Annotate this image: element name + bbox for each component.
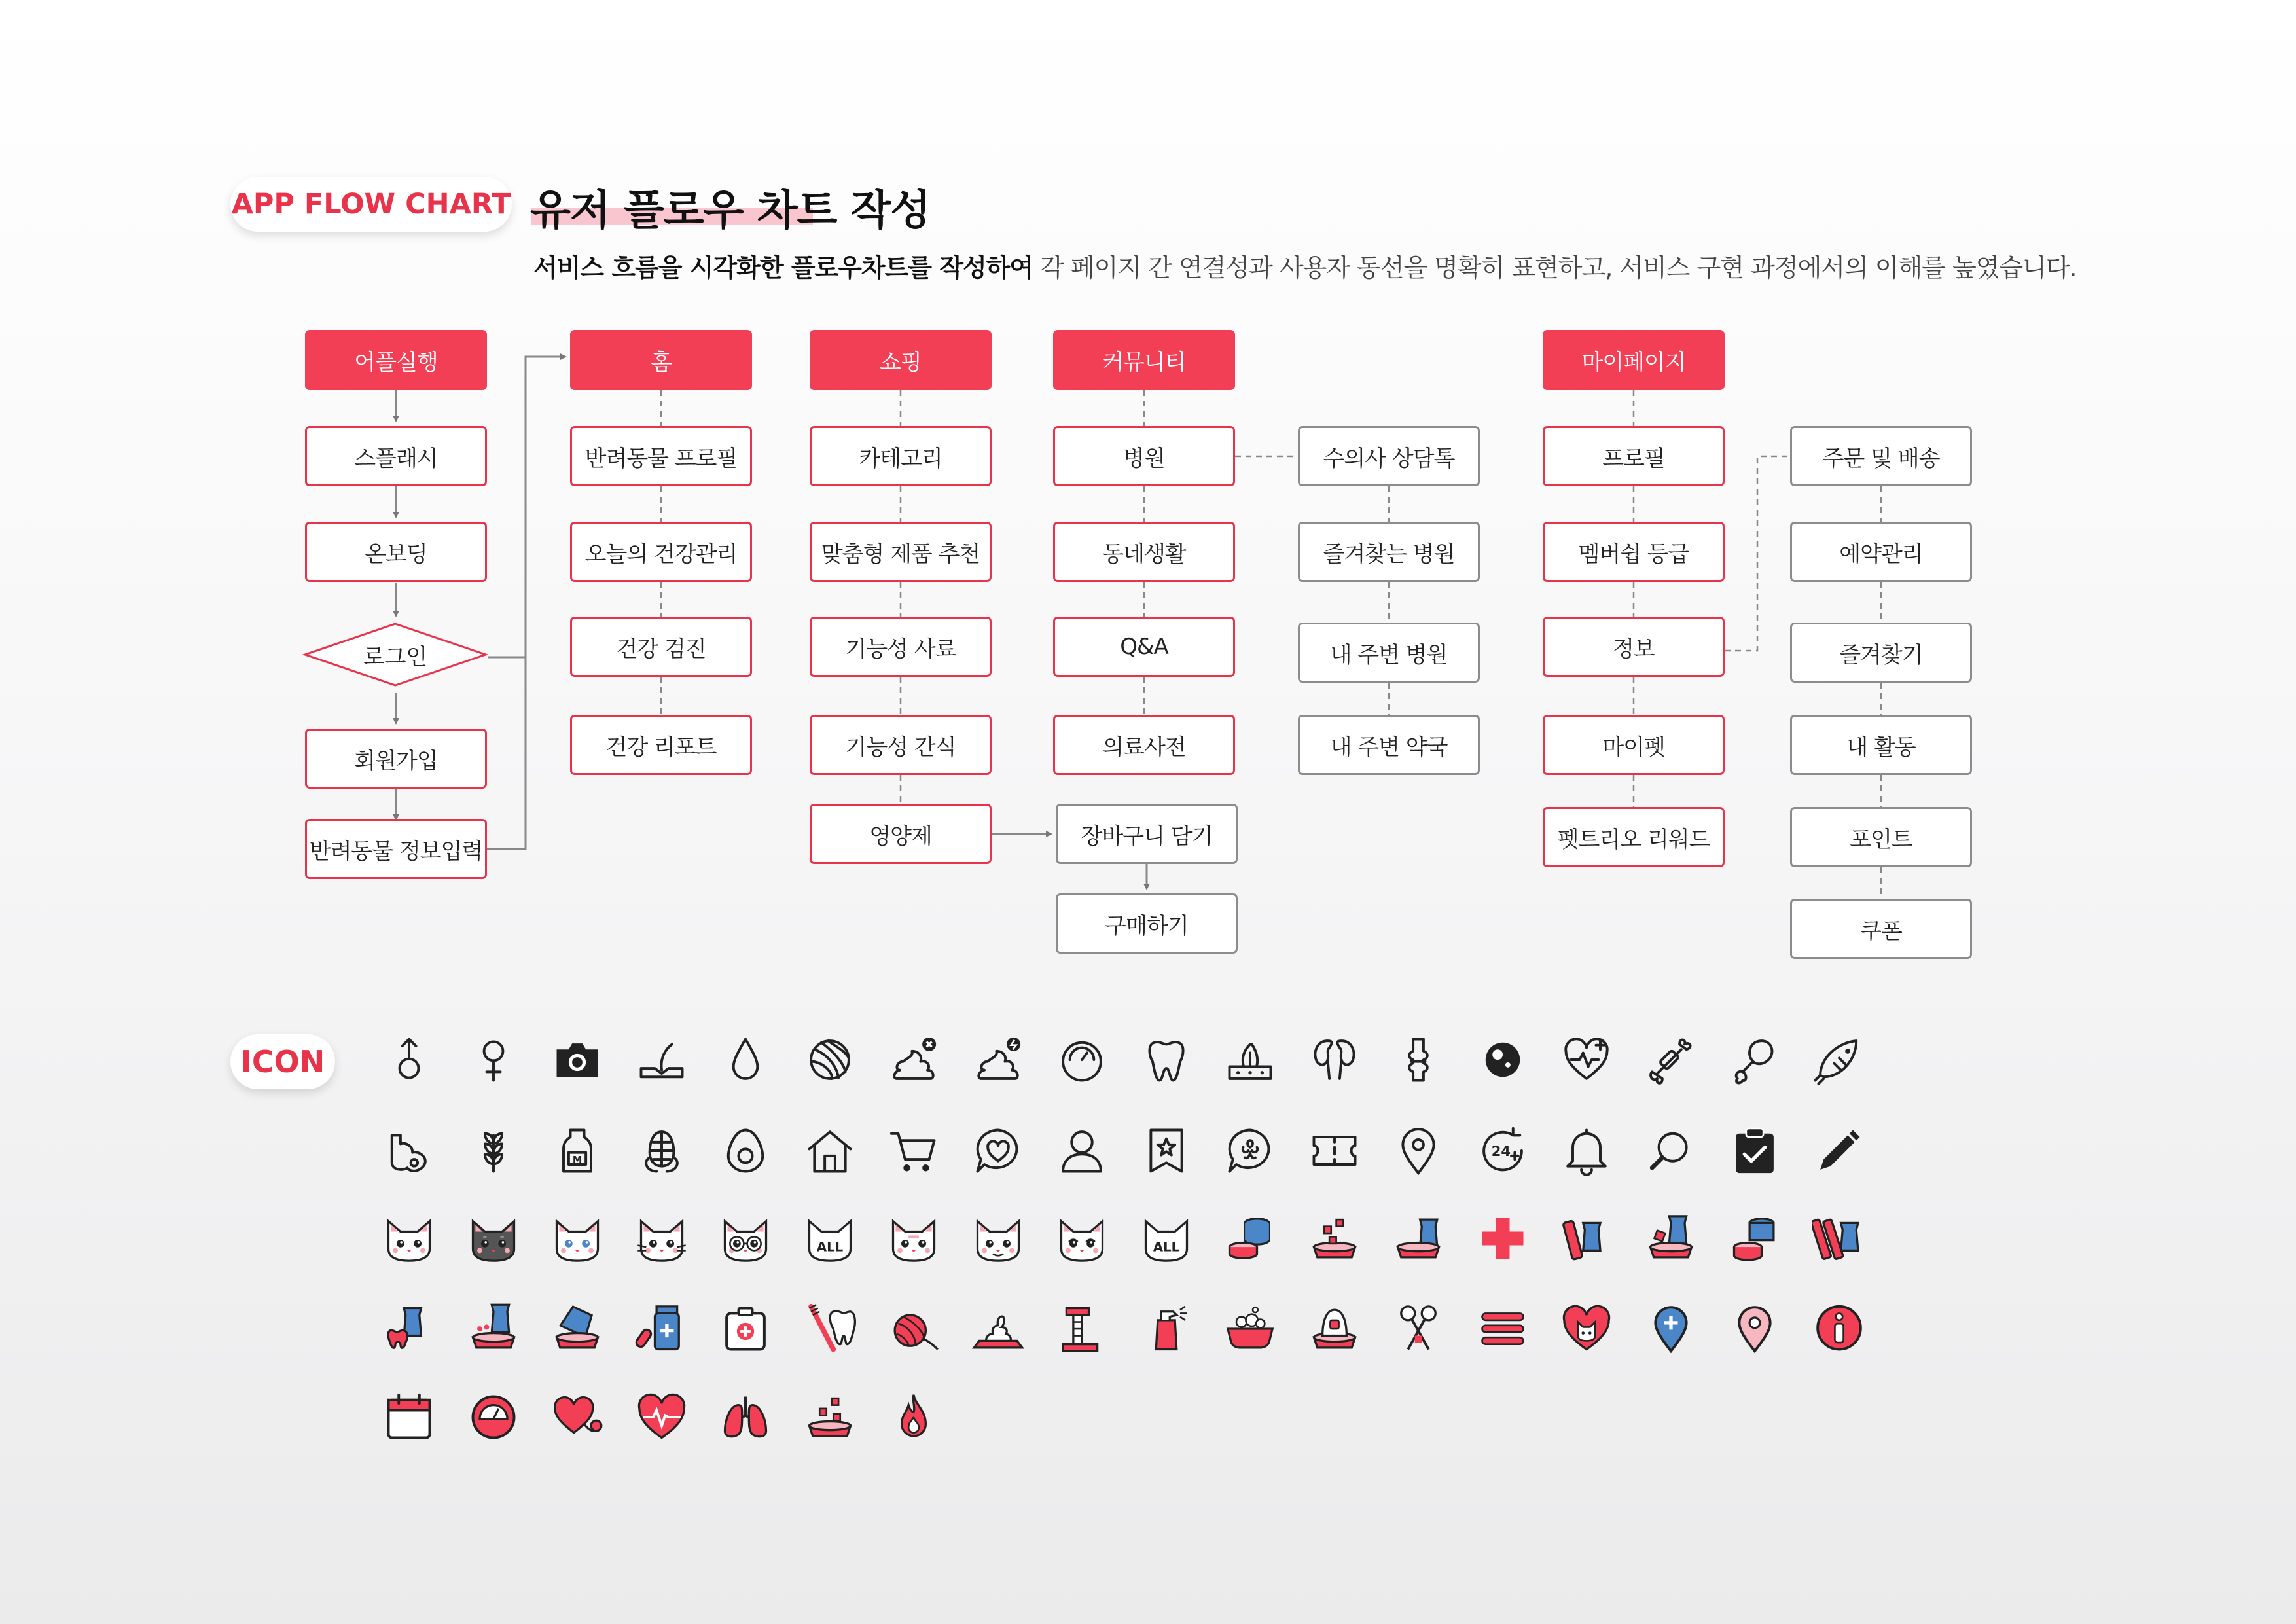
node-mypage: 마이페이지 <box>1543 330 1725 390</box>
flower-chat-icon <box>1221 1121 1280 1180</box>
node-info-sub: 예약관리 <box>1790 522 1972 582</box>
cat-face-pink-icon <box>884 1209 943 1268</box>
milk-bottle-icon <box>548 1121 607 1180</box>
location-pin-icon <box>1389 1121 1448 1180</box>
clipboard-check-icon <box>1725 1121 1784 1180</box>
node-purchase: 구매하기 <box>1056 893 1238 954</box>
joint-icon <box>1389 1030 1448 1089</box>
female-icon <box>464 1030 523 1089</box>
node-hospital-sub: 즐겨찾는 병원 <box>1298 522 1480 582</box>
badge-label: APP FLOW CHART <box>231 188 511 221</box>
svg-text:M: M <box>572 1155 583 1166</box>
male-icon <box>380 1030 439 1089</box>
node-home-item: 반려동물 프로필 <box>570 426 752 486</box>
feeder-bowl-icon <box>548 1299 607 1358</box>
treat-bone-icon <box>1641 1030 1700 1089</box>
ticket-icon <box>1305 1121 1364 1180</box>
subtitle-bold: 서비스 흐름을 시각화한 플로우차트를 작성하여 <box>533 253 1033 282</box>
node-hospital-sub: 내 주변 병원 <box>1298 623 1480 683</box>
egg-icon <box>716 1121 775 1180</box>
yarn-ball-icon <box>800 1030 859 1089</box>
cat-all-icon <box>800 1209 859 1268</box>
node-mypage-item: 펫트리오 리워드 <box>1543 807 1725 867</box>
treat-bowl-icon <box>800 1388 859 1447</box>
node-mypage-item: 마이펫 <box>1543 715 1725 775</box>
svg-text:ALL: ALL <box>1153 1239 1179 1255</box>
node-info-sub: 쿠폰 <box>1790 899 1972 959</box>
pencil-icon <box>1810 1121 1869 1180</box>
stethoscope-heart-icon <box>548 1388 607 1447</box>
cat-face-black-icon <box>464 1209 523 1268</box>
cat-all-outline-icon <box>1137 1209 1196 1268</box>
first-aid-icon <box>716 1299 775 1358</box>
24h-icon <box>1473 1121 1532 1180</box>
location-cross-icon <box>1641 1299 1700 1358</box>
spray-bottle-icon <box>1137 1299 1196 1358</box>
canned-food-icon <box>1221 1209 1280 1268</box>
node-community-item: 의료사전 <box>1053 715 1235 775</box>
treat-bag-icon <box>1557 1209 1616 1268</box>
bell-icon <box>1557 1121 1616 1180</box>
calendar-icon <box>380 1388 439 1447</box>
litter-icon <box>969 1299 1028 1358</box>
drumstick-icon <box>1725 1030 1784 1089</box>
node-shopping-item: 영양제 <box>810 804 992 864</box>
node-home-item: 오늘의 건강관리 <box>570 522 752 582</box>
node-home: 홈 <box>570 330 752 390</box>
user-icon <box>1052 1121 1111 1180</box>
cans-stack-icon <box>1725 1209 1784 1268</box>
page-title: 유저 플로우 차트 작성 <box>530 187 931 235</box>
treat-sticks-icon <box>1810 1209 1869 1268</box>
meat-icon <box>380 1121 439 1180</box>
svg-text:ALL: ALL <box>816 1239 843 1255</box>
node-mypage-item: 정보 <box>1543 617 1725 677</box>
node-shopping-item: 맞춤형 제품 추천 <box>810 522 992 582</box>
food-bag-bowl-icon <box>1389 1209 1448 1268</box>
heartbeat-icon <box>632 1388 691 1447</box>
icon-section-badge <box>230 1034 335 1089</box>
node-shopping: 쇼핑 <box>810 330 992 390</box>
skin-hair-icon <box>632 1030 691 1089</box>
bath-tub-icon <box>1221 1299 1280 1358</box>
node-info-sub: 즐겨찾기 <box>1790 623 1972 683</box>
search-icon <box>1641 1121 1700 1180</box>
grooming-scissors-icon <box>1389 1299 1448 1358</box>
node-hospital-sub: 수의사 상담톡 <box>1298 426 1480 486</box>
scale-gauge-icon <box>464 1388 523 1447</box>
fire-icon <box>884 1388 943 1447</box>
weight-scale-icon <box>1052 1030 1111 1089</box>
login-label: 로그인 <box>363 643 428 670</box>
cat-face-whiskers-icon <box>632 1209 691 1268</box>
kibble-bowl-icon <box>464 1299 523 1358</box>
node-pet-info: 반려동물 정보입력 <box>305 819 487 879</box>
skin-allergy-icon <box>1221 1030 1280 1089</box>
food-bowl-treats-icon <box>1305 1209 1364 1268</box>
node-community-item: 병원 <box>1053 426 1235 486</box>
icon-badge-label: ICON <box>240 1044 325 1079</box>
home-icon <box>800 1121 859 1180</box>
fish-icon <box>1810 1030 1869 1089</box>
node-hospital-sub: 내 주변 약국 <box>1298 715 1480 775</box>
cat-face-blue-eyes-icon <box>548 1209 607 1268</box>
node-onboarding: 온보딩 <box>305 522 487 582</box>
bookmark-star-icon <box>1137 1121 1196 1180</box>
node-signup: 회원가입 <box>305 729 487 789</box>
node-app-run: 어플실행 <box>305 330 487 390</box>
node-mypage-item: 프로필 <box>1543 426 1725 486</box>
tooth-icon <box>1137 1030 1196 1089</box>
node-home-item: 건강 검진 <box>570 617 752 677</box>
poop-error-icon <box>884 1030 943 1089</box>
node-info-sub: 포인트 <box>1790 807 1972 867</box>
pill-bottle-icon <box>632 1299 691 1358</box>
drop-icon <box>716 1030 775 1089</box>
cat-heart-icon <box>1557 1299 1616 1358</box>
bowl-bag-icon <box>1641 1209 1700 1268</box>
node-info-sub: 주문 및 배송 <box>1790 426 1972 486</box>
node-shopping-item: 기능성 사료 <box>810 617 992 677</box>
camera-icon <box>548 1030 607 1089</box>
node-mypage-item: 멤버쉽 등급 <box>1543 522 1725 582</box>
grain-icon <box>464 1121 523 1180</box>
cat-face-white-icon <box>380 1209 439 1268</box>
node-community-item: Q&A <box>1053 617 1235 677</box>
cat-face-happy-icon <box>1052 1209 1111 1268</box>
medical-cross-icon <box>1473 1209 1532 1268</box>
lungs-icon <box>716 1388 775 1447</box>
node-shopping-item: 카테고리 <box>810 426 992 486</box>
node-shopping-item: 기능성 간식 <box>810 715 992 775</box>
svg-text:24: 24 <box>1491 1143 1511 1159</box>
corn-icon <box>632 1121 691 1180</box>
cat-tower-icon <box>1052 1299 1111 1358</box>
kidney-icon <box>1305 1030 1364 1089</box>
eye-icon <box>1473 1030 1532 1089</box>
yarn-toy-icon <box>884 1299 943 1358</box>
subtitle-rest: 각 페이지 간 연결성과 사용자 동선을 명확히 표현하고, 서비스 구현 과정에서의 이해를 높였습니다. <box>1033 253 2077 282</box>
poop-alert-icon <box>969 1030 1028 1089</box>
menu-icon <box>1473 1299 1532 1358</box>
node-home-item: 건강 리포트 <box>570 715 752 775</box>
cart-icon <box>884 1121 943 1180</box>
cat-face-glasses-icon <box>716 1209 775 1268</box>
dental-bag-icon <box>380 1299 439 1358</box>
heart-chat-icon <box>969 1121 1028 1180</box>
pin-outline-icon <box>1725 1299 1784 1358</box>
info-icon <box>1810 1299 1869 1358</box>
node-info-sub: 내 활동 <box>1790 715 1972 775</box>
node-splash: 스플래시 <box>305 426 487 486</box>
bowl-dome-icon <box>1305 1299 1364 1358</box>
cat-face-smile-icon <box>969 1209 1028 1268</box>
node-community: 커뮤니티 <box>1053 330 1235 390</box>
node-login-decision <box>302 622 488 687</box>
toothbrush-icon <box>800 1299 859 1358</box>
node-cart: 장바구니 담기 <box>1056 804 1238 864</box>
node-community-item: 동네생활 <box>1053 522 1235 582</box>
heart-plus-icon <box>1557 1030 1616 1089</box>
